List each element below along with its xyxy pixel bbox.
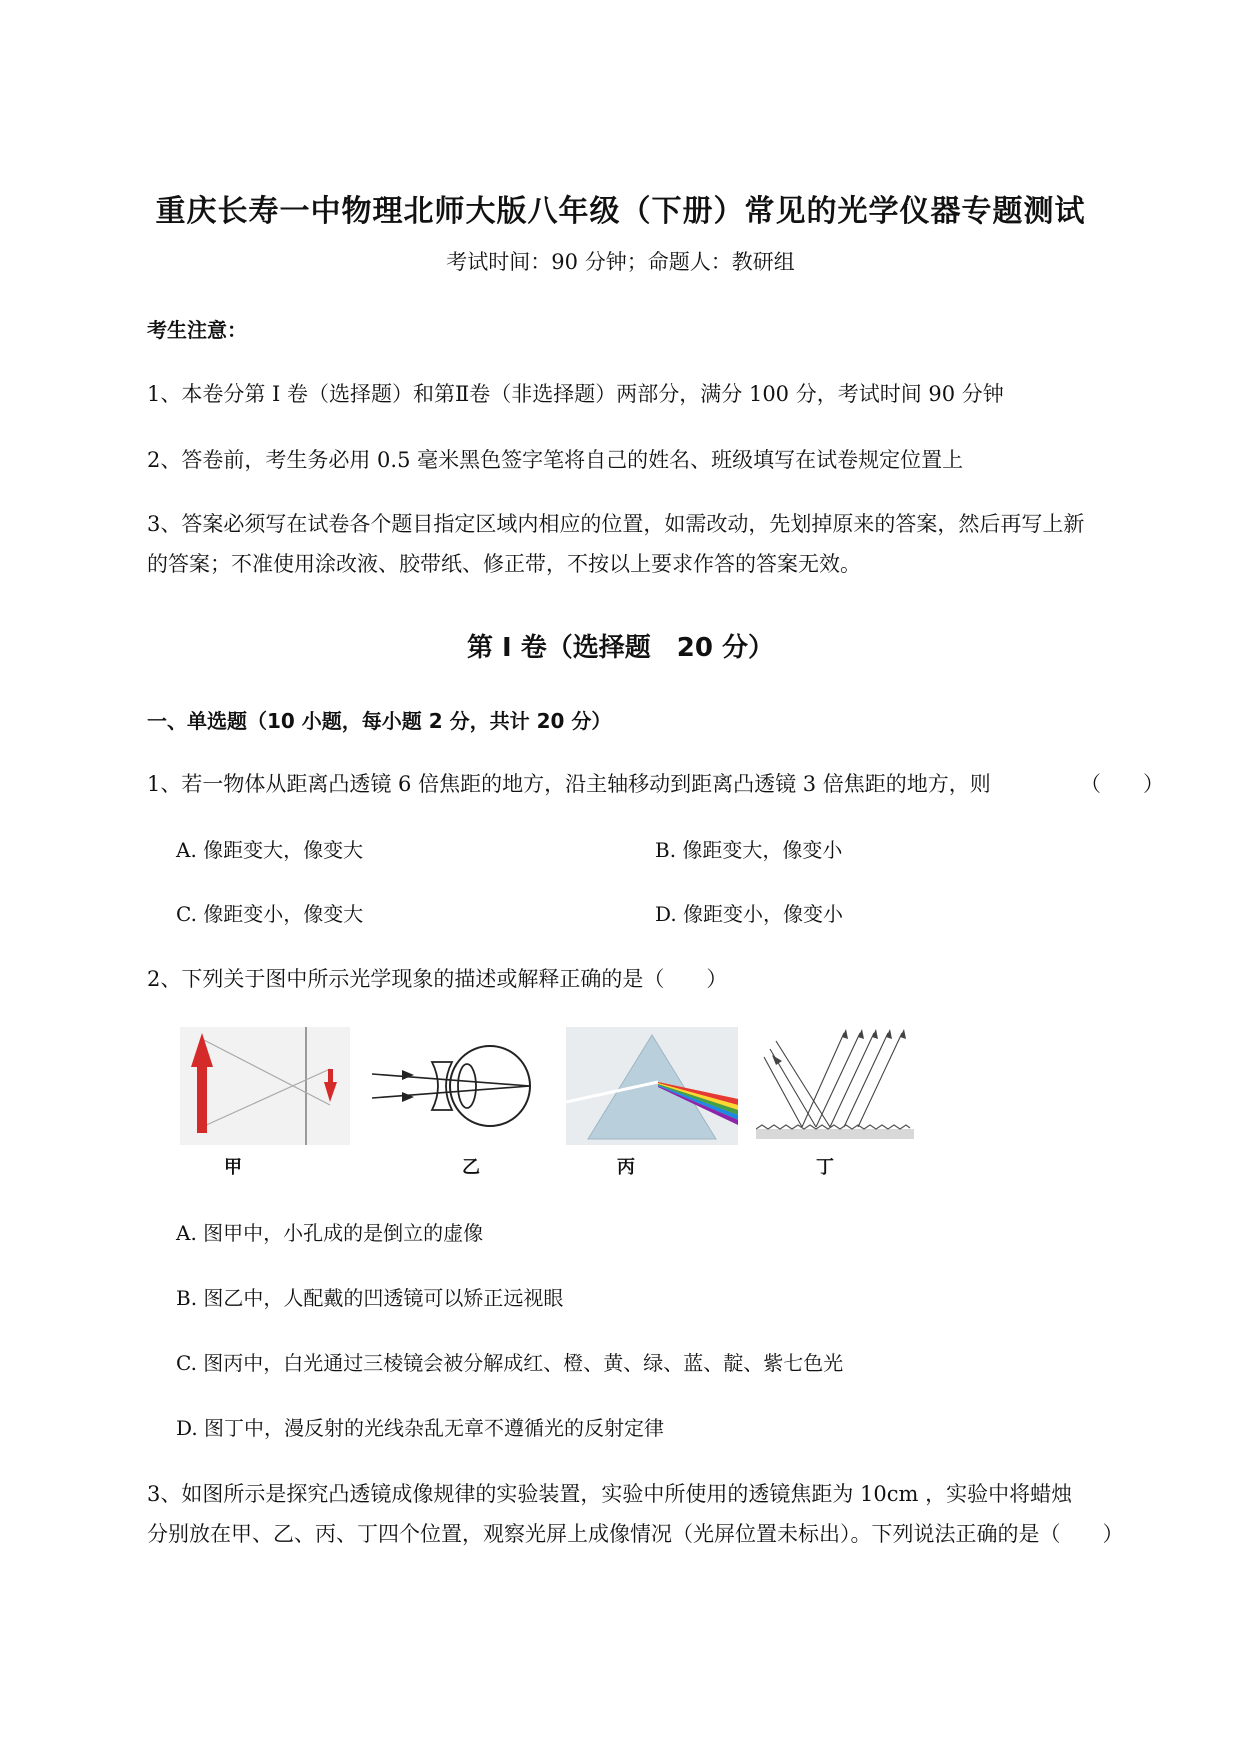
part-title: 一、单选题（10 小题，每小题 2 分，共计 20 分） — [147, 709, 612, 733]
notice-item-1: 1、本卷分第 I 卷（选择题）和第Ⅱ卷（非选择题）两部分，满分 100 分，考试时间 90 分钟 — [147, 382, 1004, 406]
question-1-stem: 1、若一物体从距离凸透镜 6 倍焦距的地方，沿主轴移动到距离凸透镜 3 倍焦距的地方，则 — [147, 772, 991, 796]
question-1-option-d[interactable]: D. 像距变小，像变小 — [655, 902, 844, 926]
figure-label-ding: 丁 — [816, 1157, 834, 1178]
notice-item-3: 3、答案必须写在试卷各个题目指定区域内相应的位置，如需改动，先划掉原来的答案，然后再写上新 — [147, 512, 1085, 536]
figure-bing-prism — [566, 1027, 738, 1145]
question-2-stem: 2、下列关于图中所示光学现象的描述或解释正确的是（ ） — [147, 967, 728, 991]
figure-label-jia: 甲 — [224, 1157, 242, 1178]
question-2-option-b[interactable]: B. 图乙中，人配戴的凹透镜可以矫正远视眼 — [176, 1286, 564, 1310]
question-1-option-b[interactable]: B. 像距变大，像变小 — [655, 838, 843, 862]
figure-ding-diffuse-reflection — [756, 1027, 914, 1145]
question-1-option-c[interactable]: C. 像距变小，像变大 — [176, 902, 364, 926]
exam-subtitle: 考试时间：90 分钟；命题人：教研组 — [446, 250, 795, 274]
figure-label-yi: 乙 — [462, 1157, 480, 1178]
figure-label-bing: 丙 — [617, 1157, 635, 1178]
exam-title: 重庆长寿一中物理北师大版八年级（下册）常见的光学仪器专题测试 — [155, 194, 1086, 229]
question-3-stem-line-2: 分别放在甲、乙、丙、丁四个位置，观察光屏上成像情况（光屏位置未标出）。下列说法正确的是（ ） — [147, 1522, 1124, 1546]
question-3-stem-line-1: 3、如图所示是探究凸透镜成像规律的实验装置，实验中所使用的透镜焦距为 10cm ，实验中将蜡烛 — [147, 1482, 1073, 1506]
figure-yi-eye-lens — [372, 1036, 537, 1136]
notice-item-3-cont: 的答案；不准使用涂改液、胶带纸、修正带，不按以上要求作答的答案无效。 — [147, 552, 861, 576]
section-title: 第 I 卷（选择题 20 分） — [466, 633, 774, 663]
figure-jia-pinhole — [180, 1027, 350, 1145]
question-2-option-d[interactable]: D. 图丁中，漫反射的光线杂乱无章不遵循光的反射定律 — [176, 1416, 665, 1440]
notice-heading: 考生注意： — [147, 318, 247, 342]
question-1-option-a[interactable]: A. 像距变大，像变大 — [176, 838, 364, 862]
question-2-option-a[interactable]: A. 图甲中，小孔成的是倒立的虚像 — [176, 1221, 484, 1245]
question-1-answer-blank: （ ） — [1080, 772, 1164, 796]
notice-item-2: 2、答卷前，考生务必用 0.5 毫米黑色签字笔将自己的姓名、班级填写在试卷规定位置上 — [147, 448, 964, 472]
question-2-option-c[interactable]: C. 图丙中，白光通过三棱镜会被分解成红、橙、黄、绿、蓝、靛、紫七色光 — [176, 1351, 844, 1375]
